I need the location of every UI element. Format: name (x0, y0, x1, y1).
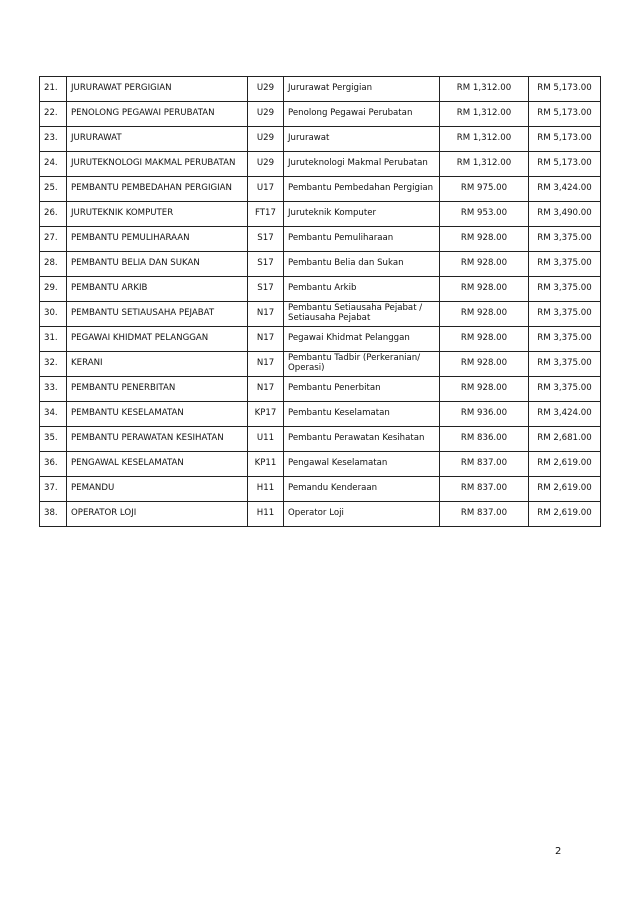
maximum-salary-cell: RM 2,681.00 (529, 427, 601, 452)
table-row (40, 202, 601, 227)
table-row (40, 277, 601, 302)
position-title-cell: KERANI (67, 352, 248, 377)
position-title-cell: PEMBANTU PERAWATAN KESIHATAN (67, 427, 248, 452)
grade-cell: N17 (248, 302, 284, 327)
maximum-salary-cell: RM 3,424.00 (529, 177, 601, 202)
scheme-cell: Pegawai Khidmat Pelanggan (284, 327, 440, 352)
table-row (40, 502, 601, 527)
table-row (40, 427, 601, 452)
minimum-salary-cell: RM 837.00 (440, 502, 529, 527)
grade-cell: FT17 (248, 202, 284, 227)
position-title-cell: PEMBANTU BELIA DAN SUKAN (67, 252, 248, 277)
maximum-salary-cell: RM 5,173.00 (529, 77, 601, 102)
position-title-cell: PENOLONG PEGAWAI PERUBATAN (67, 102, 248, 127)
grade-cell: KP17 (248, 402, 284, 427)
row-number-cell: 26. (40, 202, 67, 227)
minimum-salary-cell: RM 928.00 (440, 352, 529, 377)
grade-cell: N17 (248, 377, 284, 402)
scheme-cell: Jururawat Pergigian (284, 77, 440, 102)
row-number-cell: 37. (40, 477, 67, 502)
minimum-salary-cell: RM 837.00 (440, 477, 529, 502)
maximum-salary-cell: RM 2,619.00 (529, 477, 601, 502)
scheme-cell: Juruteknologi Makmal Perubatan (284, 152, 440, 177)
table-row (40, 77, 601, 102)
grade-cell: S17 (248, 252, 284, 277)
position-title-cell: PEMANDU (67, 477, 248, 502)
salary-table (39, 76, 601, 527)
scheme-cell: Pembantu Arkib (284, 277, 440, 302)
minimum-salary-cell: RM 1,312.00 (440, 102, 529, 127)
page-number: 2 (555, 846, 562, 857)
grade-cell: S17 (248, 277, 284, 302)
scheme-cell: Pengawal Keselamatan (284, 452, 440, 477)
table-row (40, 177, 601, 202)
table-row (40, 477, 601, 502)
grade-cell: U29 (248, 127, 284, 152)
table-row (40, 127, 601, 152)
minimum-salary-cell: RM 836.00 (440, 427, 529, 452)
row-number-cell: 30. (40, 302, 67, 327)
table-row (40, 327, 601, 352)
row-number-cell: 25. (40, 177, 67, 202)
position-title-cell: PEMBANTU PEMBEDAHAN PERGIGIAN (67, 177, 248, 202)
minimum-salary-cell: RM 928.00 (440, 227, 529, 252)
scheme-cell: Jururawat (284, 127, 440, 152)
minimum-salary-cell: RM 1,312.00 (440, 152, 529, 177)
position-title-cell: PENGAWAL KESELAMATAN (67, 452, 248, 477)
table-row (40, 352, 601, 377)
maximum-salary-cell: RM 3,375.00 (529, 227, 601, 252)
minimum-salary-cell: RM 928.00 (440, 302, 529, 327)
grade-cell: U17 (248, 177, 284, 202)
minimum-salary-cell: RM 928.00 (440, 252, 529, 277)
scheme-cell: Pembantu Tadbir (Perkeranian/ Operasi) (284, 352, 440, 377)
maximum-salary-cell: RM 3,375.00 (529, 352, 601, 377)
maximum-salary-cell: RM 5,173.00 (529, 102, 601, 127)
grade-cell: KP11 (248, 452, 284, 477)
maximum-salary-cell: RM 3,375.00 (529, 377, 601, 402)
grade-cell: N17 (248, 327, 284, 352)
row-number-cell: 35. (40, 427, 67, 452)
row-number-cell: 38. (40, 502, 67, 527)
position-title-cell: PEMBANTU ARKIB (67, 277, 248, 302)
row-number-cell: 22. (40, 102, 67, 127)
minimum-salary-cell: RM 1,312.00 (440, 127, 529, 152)
table-row (40, 152, 601, 177)
grade-cell: U29 (248, 77, 284, 102)
table-row (40, 377, 601, 402)
position-title-cell: PEMBANTU PEMULIHARAAN (67, 227, 248, 252)
table-row (40, 227, 601, 252)
row-number-cell: 27. (40, 227, 67, 252)
position-title-cell: PEMBANTU SETIAUSAHA PEJABAT (67, 302, 248, 327)
scheme-cell: Pembantu Belia dan Sukan (284, 252, 440, 277)
maximum-salary-cell: RM 3,375.00 (529, 302, 601, 327)
maximum-salary-cell: RM 5,173.00 (529, 152, 601, 177)
table-row (40, 452, 601, 477)
salary-table-body (40, 77, 601, 527)
minimum-salary-cell: RM 953.00 (440, 202, 529, 227)
scheme-cell: Juruteknik Komputer (284, 202, 440, 227)
table-row (40, 102, 601, 127)
grade-cell: H11 (248, 477, 284, 502)
row-number-cell: 32. (40, 352, 67, 377)
position-title-cell: JURURAWAT PERGIGIAN (67, 77, 248, 102)
scheme-cell: Pembantu Keselamatan (284, 402, 440, 427)
minimum-salary-cell: RM 837.00 (440, 452, 529, 477)
scheme-cell: Pembantu Setiausaha Pejabat / Setiausaha Pejabat (284, 302, 440, 327)
grade-cell: S17 (248, 227, 284, 252)
minimum-salary-cell: RM 1,312.00 (440, 77, 529, 102)
row-number-cell: 21. (40, 77, 67, 102)
minimum-salary-cell: RM 928.00 (440, 327, 529, 352)
scheme-cell: Pemandu Kenderaan (284, 477, 440, 502)
minimum-salary-cell: RM 975.00 (440, 177, 529, 202)
row-number-cell: 24. (40, 152, 67, 177)
scheme-cell: Pembantu Penerbitan (284, 377, 440, 402)
grade-cell: U29 (248, 102, 284, 127)
maximum-salary-cell: RM 3,490.00 (529, 202, 601, 227)
position-title-cell: JURUTEKNIK KOMPUTER (67, 202, 248, 227)
grade-cell: N17 (248, 352, 284, 377)
row-number-cell: 34. (40, 402, 67, 427)
row-number-cell: 31. (40, 327, 67, 352)
row-number-cell: 28. (40, 252, 67, 277)
row-number-cell: 33. (40, 377, 67, 402)
maximum-salary-cell: RM 3,375.00 (529, 327, 601, 352)
maximum-salary-cell: RM 3,424.00 (529, 402, 601, 427)
grade-cell: U11 (248, 427, 284, 452)
row-number-cell: 36. (40, 452, 67, 477)
scheme-cell: Pembantu Perawatan Kesihatan (284, 427, 440, 452)
row-number-cell: 29. (40, 277, 67, 302)
position-title-cell: PEGAWAI KHIDMAT PELANGGAN (67, 327, 248, 352)
grade-cell: U29 (248, 152, 284, 177)
scheme-cell: Operator Loji (284, 502, 440, 527)
position-title-cell: OPERATOR LOJI (67, 502, 248, 527)
maximum-salary-cell: RM 2,619.00 (529, 452, 601, 477)
position-title-cell: PEMBANTU KESELAMATAN (67, 402, 248, 427)
row-number-cell: 23. (40, 127, 67, 152)
minimum-salary-cell: RM 928.00 (440, 377, 529, 402)
table-row (40, 252, 601, 277)
maximum-salary-cell: RM 5,173.00 (529, 127, 601, 152)
maximum-salary-cell: RM 3,375.00 (529, 277, 601, 302)
maximum-salary-cell: RM 3,375.00 (529, 252, 601, 277)
position-title-cell: PEMBANTU PENERBITAN (67, 377, 248, 402)
scheme-cell: Pembantu Pembedahan Pergigian (284, 177, 440, 202)
maximum-salary-cell: RM 2,619.00 (529, 502, 601, 527)
position-title-cell: JURUTEKNOLOGI MAKMAL PERUBATAN (67, 152, 248, 177)
position-title-cell: JURURAWAT (67, 127, 248, 152)
table-row (40, 302, 601, 327)
minimum-salary-cell: RM 936.00 (440, 402, 529, 427)
minimum-salary-cell: RM 928.00 (440, 277, 529, 302)
table-row (40, 402, 601, 427)
grade-cell: H11 (248, 502, 284, 527)
scheme-cell: Penolong Pegawai Perubatan (284, 102, 440, 127)
scheme-cell: Pembantu Pemuliharaan (284, 227, 440, 252)
